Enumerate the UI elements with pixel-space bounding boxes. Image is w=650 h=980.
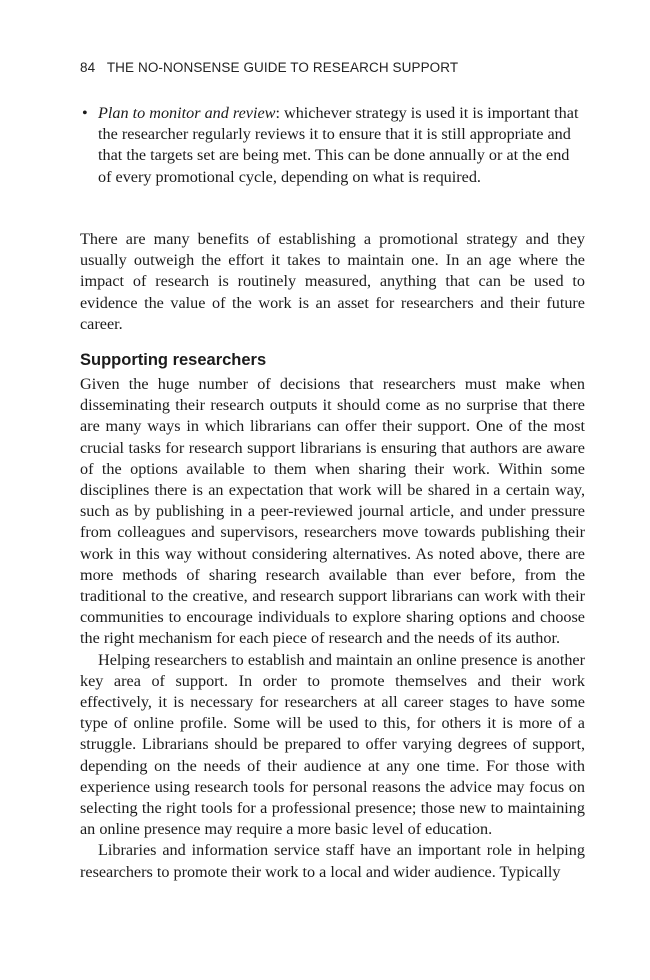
section-body <box>80 374 585 883</box>
bullet-text: : whichever strategy is used it is important that the researcher regularly reviews it to ensure that it is still appropriate and that the targets set are being met. This can be done annually or at the end of every promotional cycle, depending on what is required. <box>98 104 579 186</box>
bullet-marker: • <box>82 104 88 122</box>
paragraph-promotional-benefits <box>80 229 585 335</box>
paragraph-libraries-role: Libraries and information service staff have an important role in helping researchers to promote their work to a local and wider audience. Typically <box>80 841 585 881</box>
bullet-lead: Plan to monitor and review <box>98 104 276 122</box>
section-heading: Supporting researchers <box>80 351 267 369</box>
paragraph-text: There are many benefits of establishing a promotional strategy and they usually outweigh the effort it takes to maintain one. In an age where the impact of research is routinely measured, anything that can be used to evidence the value of the work is an asset for researchers and their future career. <box>80 230 585 333</box>
bullet-content <box>98 103 585 188</box>
running-head <box>80 60 458 75</box>
paragraph-online-presence: Helping researchers to establish and maintain an online presence is another key area of support. In order to promote themselves and their work effectively, it is necessary for researchers at all career stages to have some type of online profile. Some will be used to this, for others it is more of a struggle. Librarians should be prepared to offer varying degrees of support, depending on the needs of their audience at any one time. For those with experience using research tools for personal reasons the advice may focus on selecting the right tools for a professional presence; those new to maintaining an online presence may require a more basic level of education. <box>80 650 585 839</box>
paragraph-decisions: Given the huge number of decisions that researchers must make when disseminating their research outputs it should come as no surprise that there are many ways in which librarians can offer their support. One of the most crucial tasks for research support librarians is ensuring that authors are aware of the options available to them when sharing their work. Within some disciplines there is an expectation that work will be shared in a certain way, such as by publishing in a peer-reviewed journal article, and under pressure from colleagues and supervisors, researchers move towards publishing their work in this way without considering alternatives. As noted above, there are more methods of sharing research available than ever before, from the traditional to the creative, and research support librarians can work with their communities to encourage individuals to explore sharing options and choose the right mechanism for each piece of research and the needs of its author. <box>80 375 585 648</box>
page-number: 84 <box>80 60 96 75</box>
bullet-list-item <box>80 103 585 188</box>
book-title: THE NO-NONSENSE GUIDE TO RESEARCH SUPPORT <box>106 60 459 75</box>
